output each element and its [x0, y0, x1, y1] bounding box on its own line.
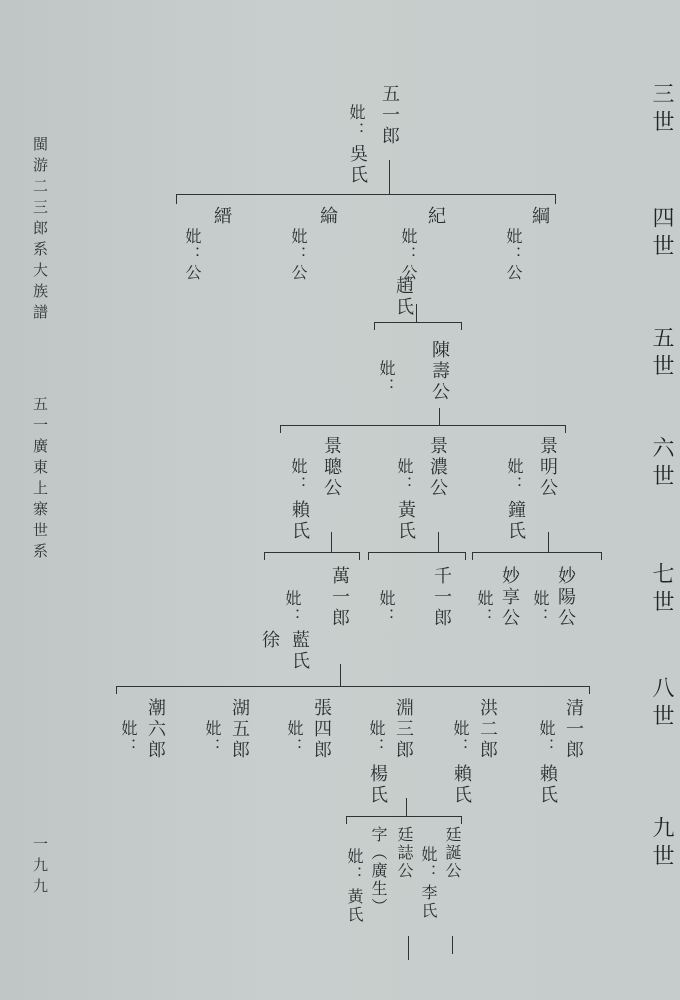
bracket-tick: [374, 322, 375, 330]
spouse-label: 妣：: [347, 104, 366, 140]
spouse-label: 妣：: [451, 720, 470, 756]
connector-line: [408, 936, 409, 960]
sibling-bracket: [280, 425, 566, 426]
bracket-tick: [555, 194, 556, 204]
spouse-huang: 黃氏: [395, 500, 416, 542]
person-chenshou-gong: 陳壽公: [429, 340, 450, 403]
connector-line: [438, 532, 439, 552]
person-yuansan-lang: 淵三郎: [393, 698, 414, 761]
bracket-tick: [116, 686, 117, 694]
spouse-li: 李氏: [419, 884, 438, 920]
child-bracket: [368, 552, 466, 553]
bracket-tick: [461, 816, 462, 824]
person-jingcong-gong: 景聰公: [321, 436, 342, 499]
person-jin: 縉: [211, 206, 232, 227]
person-ji: 紀: [425, 206, 446, 227]
section-title: 五一廣東上寨世系: [31, 396, 49, 564]
person-wanyi-spouse: 妣：: [283, 590, 302, 626]
generation-label-8: 八世: [649, 676, 674, 732]
connector-line: [331, 532, 332, 552]
book-title: 閩游二三郎系大族譜: [31, 136, 49, 325]
person-gang-spouse: 妣：公: [504, 228, 523, 282]
spouse-label: 妣：: [119, 720, 138, 756]
bracket-tick: [472, 552, 473, 560]
sibling-bracket: [116, 686, 590, 687]
spouse-zhong: 鐘氏: [505, 500, 526, 542]
person-gang: 綱: [529, 206, 550, 227]
bracket-tick: [461, 322, 462, 330]
person-ji-spouse: 妣：公: [399, 228, 418, 282]
spouse-lai: 賴氏: [537, 764, 558, 806]
bracket-tick: [601, 552, 602, 560]
spouse-lai: 賴氏: [289, 500, 310, 542]
generation-label-9: 九世: [649, 816, 674, 872]
connector-line: [340, 664, 341, 686]
person-lun: 綸: [317, 206, 338, 227]
person-wuyi-lang: 五一郎: [379, 84, 400, 147]
person-miaoyang-gong: 妙陽公: [555, 566, 576, 629]
spouse-yang: 楊氏: [367, 764, 388, 806]
courtesy-name: 字（廣生）: [369, 826, 388, 916]
spouse-label: 妣：: [419, 846, 438, 882]
bracket-tick: [280, 425, 281, 433]
person-chenshou-spouse: 妣：: [377, 360, 396, 396]
spouse-label: 妣：: [289, 458, 308, 494]
person-chaoliu-lang: 潮六郎: [145, 698, 166, 761]
spouse-wu: 吳氏: [347, 144, 368, 186]
generation-label-6: 六世: [649, 436, 674, 492]
spouse-lan: 藍氏: [289, 630, 310, 672]
bracket-tick: [368, 552, 369, 560]
generation-label-3: 三世: [649, 82, 674, 138]
child-bracket: [264, 552, 360, 553]
connector-line: [548, 532, 549, 552]
generation-label-7: 七世: [649, 562, 674, 618]
person-jingnong-gong: 景濃公: [427, 436, 448, 499]
person-qingyi-lang: 清一郎: [563, 698, 584, 761]
spouse-label: 妣：: [345, 848, 364, 884]
connector-line: [452, 936, 453, 954]
bracket-tick: [589, 686, 590, 694]
spouse-huang: 黃氏: [345, 888, 364, 924]
person-wanyi-lang: 萬一郎: [329, 566, 350, 629]
bracket-tick: [346, 816, 347, 824]
person-jingming-gong: 景明公: [537, 436, 558, 499]
person-qianyi-spouse: 妣：: [377, 590, 396, 626]
person-lun-spouse: 妣：公: [289, 228, 308, 282]
spouse-label: 妣：: [395, 458, 414, 494]
person-tingzhi-gong: 廷誌公: [395, 826, 414, 880]
spouse-label: 妣：: [203, 720, 222, 756]
person-miaoxiang-spouse: 妣：: [475, 590, 494, 626]
connector-line: [439, 408, 440, 426]
person-miaoyang-spouse: 妣：: [531, 590, 550, 626]
person-jin-spouse: 妣：公: [183, 228, 202, 282]
person-qianyi-lang: 千一郎: [431, 566, 452, 629]
generation-label-5: 五世: [649, 326, 674, 382]
person-tingdan-gong: 廷誕公: [443, 826, 462, 880]
connector-line: [406, 798, 407, 816]
spouse-lai: 賴氏: [451, 764, 472, 806]
child-bracket: [374, 322, 462, 323]
person-miaoxiang-gong: 妙享公: [499, 566, 520, 629]
spouse-label: 妣：: [367, 720, 386, 756]
person-huwu-lang: 湖五郎: [229, 698, 250, 761]
connector-line: [389, 160, 390, 194]
child-bracket: [472, 552, 602, 553]
sibling-bracket: [176, 194, 556, 195]
person-honger-lang: 洪二郎: [477, 698, 498, 761]
connector-line: [416, 304, 417, 322]
bracket-tick: [359, 552, 360, 560]
child-bracket: [346, 816, 462, 817]
spouse-label: 妣：: [285, 720, 304, 756]
person-zhangsi-lang: 張四郎: [311, 698, 332, 761]
spouse-label: 妣：: [505, 458, 524, 494]
bracket-tick: [176, 194, 177, 204]
generation-label-4: 四世: [649, 206, 674, 262]
person-ji-spouse-zhao: 趙氏: [393, 276, 414, 318]
spouse-label: 妣：: [537, 720, 556, 756]
bracket-tick: [565, 425, 566, 433]
bracket-tick: [465, 552, 466, 560]
spouse-xu: 徐: [259, 630, 280, 651]
bracket-tick: [264, 552, 265, 560]
page-number: 一九九: [31, 836, 49, 899]
